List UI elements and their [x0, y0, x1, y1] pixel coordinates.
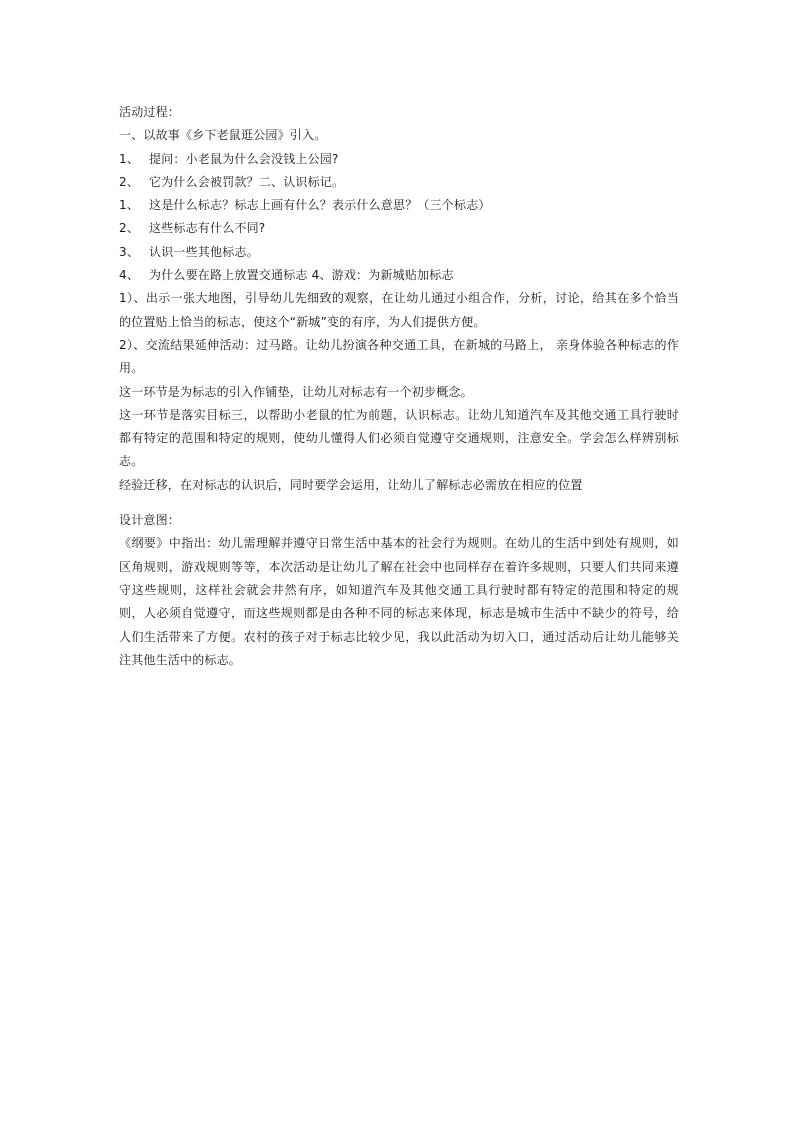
- paragraph-design-intent: 《纲要》中指出：幼儿需理解并遵守日常生活中基本的社会行为规则。在幼儿的生活中到处有规则，如区角规则，游戏规则等等，本次活动是让幼儿了解在社会中也同样存在着许多规则，只要人们共同来遵守这些规则，这样社会就会井然有序，如知道汽车及其他交通工具行驶时都有特定的范围和特定的规则，人必须自觉遵守，而这些规则都是由各种不同的标志来体现，标志是城市生活中不缺少的符号，给人们生活带来了方便。农村的孩子对于标志比较少见，我以此活动为切入口，通过活动后让幼儿能够关注其他生活中的标志。: [119, 536, 679, 667]
- section-heading-design-intent: 设计意图：: [119, 513, 181, 528]
- paragraph-step-1: 1）、出示一张大地图，引导幼儿先细致的观察，在让幼儿通过小组合作，分析，讨论，给其在多个恰当的位置贴上恰当的标志，使这个“新城”变的有序，为人们提供方便。: [119, 291, 679, 329]
- list-item-number: 3、: [119, 244, 140, 259]
- list-item-number: 1、: [119, 151, 140, 166]
- list-item: [119, 148, 679, 171]
- list-item: [119, 194, 679, 217]
- list-item: [119, 241, 679, 264]
- paragraph-note-2: 这一环节是落实目标三，以帮助小老鼠的忙为前题，认识标志。让幼儿知道汽车及其他交通工具行驶时都有特定的范围和特定的规则，使幼儿懂得人们必须自觉遵守交通规则，注意安全。学会怎么样辨别标志。: [119, 407, 679, 469]
- intro-line: 一、以故事《乡下老鼠逛公园》引入。: [119, 128, 327, 143]
- list-item-number: 1、: [119, 198, 140, 213]
- document-body: [119, 101, 679, 672]
- list-item: [119, 217, 679, 240]
- list-item: [119, 264, 679, 287]
- section-spacer: [119, 497, 679, 509]
- list-item-number: 4、: [119, 268, 140, 283]
- list-item: [119, 171, 679, 194]
- list-item-text: 这是什么标志？标志上画有什么？表示什么意思？（三个标志）: [149, 198, 491, 213]
- list-item-text: 为什么要在路上放置交通标志 4、游戏：为新城贴加标志: [149, 268, 454, 283]
- section-heading-process: 活动过程：: [119, 105, 181, 119]
- list-item-text: 这些标志有什么不同?: [149, 221, 266, 236]
- list-item-text: 它为什么会被罚款？二、认识标记。: [149, 174, 345, 189]
- paragraph-note-1: 这一环节是为标志的引入作铺垫，让幼儿对标志有一个初步概念。: [119, 384, 473, 399]
- list-item-number: 2、: [119, 174, 140, 189]
- list-item-text: 提问：小老鼠为什么会没钱上公园?: [149, 151, 339, 166]
- list-item-number: 2、: [119, 221, 140, 236]
- paragraph-step-2: 2）、交流结果延伸活动：过马路。让幼儿扮演各种交通工具，在新城的马路上， 亲身体验各种标志的作用。: [119, 337, 679, 376]
- list-item-text: 认识一些其他标志。: [149, 244, 259, 259]
- paragraph-note-3: 经验迁移，在对标志的认识后，同时要学会运用，让幼儿了解标志必需放在相应的位置: [119, 477, 583, 492]
